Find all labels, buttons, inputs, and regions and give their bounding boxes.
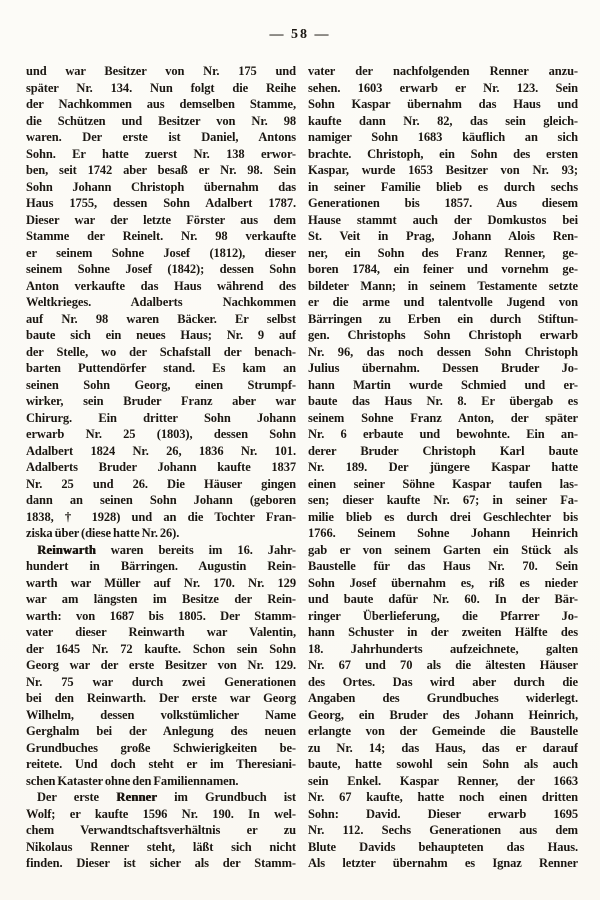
- text-segment: 18. Jahrhunderts aufzeichnete, galten: [308, 641, 578, 656]
- text-segment: Chirurg. Ein dritter Sohn Johann: [26, 410, 296, 425]
- text-segment: barten Puttendörfer stand. Es kam an: [26, 361, 296, 375]
- text-line: [26, 542, 296, 559]
- text-line: [26, 410, 296, 427]
- text-segment: Anton verkaufte das Haus während des: [26, 278, 296, 293]
- text-segment: war am längsten im Besitze der Rein-: [26, 592, 296, 606]
- text-line: [308, 393, 578, 410]
- text-segment: Sohn: David. Dieser erwarb 1695: [308, 806, 578, 821]
- text-segment: bildeter Mann; in seinem Testamente setzte: [308, 278, 578, 293]
- text-segment: er die arme und talentvolle Jugend von: [308, 295, 578, 309]
- text-line: [26, 393, 296, 410]
- text-line: [308, 855, 578, 872]
- text-line: [26, 459, 296, 476]
- text-segment: chem Verwandtschaftsverhältnis er zu: [26, 823, 296, 837]
- text-line: [308, 311, 578, 328]
- text-line: [26, 294, 296, 311]
- text-segment: Dieser war der letzte Förster aus dem: [26, 212, 296, 227]
- text-segment: Nikolaus Renner steht, läßt sich nicht: [26, 839, 296, 854]
- text-segment: Nr. 96, das noch dessen Sohn Christoph: [308, 344, 578, 359]
- text-line: [308, 278, 578, 295]
- text-line: [308, 558, 578, 575]
- text-segment: Angaben des Grundbuches widerlegt.: [308, 691, 578, 705]
- text-line: [26, 657, 296, 674]
- text-segment: der Nachkommen aus demselben Stamme,: [26, 97, 296, 111]
- text-line: [26, 839, 296, 856]
- text-line: [26, 690, 296, 707]
- text-segment: Sohn Johann Christoph übernahm das: [26, 179, 296, 194]
- text-segment: Blute Davids behaupteten das Haus.: [308, 839, 578, 854]
- text-segment: gab er von seinem Garten ein Stück als: [308, 542, 578, 557]
- text-line: [308, 377, 578, 394]
- text-segment: bei den Reinwarth. Der erste war Georg: [26, 691, 296, 705]
- text-line: [26, 575, 296, 592]
- text-segment: Gerghalm bei der Anlegung des neuen: [26, 724, 296, 738]
- text-line: [26, 344, 296, 361]
- text-line: [308, 443, 578, 460]
- text-line: [26, 311, 296, 328]
- text-line: [308, 624, 578, 641]
- text-line: [308, 360, 578, 377]
- text-line: [26, 591, 296, 608]
- text-line: [26, 228, 296, 245]
- text-segment: waren bereits im 16. Jahr-: [95, 542, 296, 557]
- text-line: [26, 476, 296, 493]
- text-segment: erwarb Nr. 25 (1803), dessen Sohn: [26, 427, 296, 441]
- text-line: [26, 509, 296, 526]
- text-line: [308, 806, 578, 823]
- text-line: [308, 327, 578, 344]
- text-line: [308, 228, 578, 245]
- text-segment: hann Martin wurde Schmied und er-: [308, 377, 578, 392]
- text-segment: baute, hatte sowohl sein Sohn als auch: [308, 757, 578, 771]
- text-line: [26, 723, 296, 740]
- text-segment: derer Bruder Christoph Karl baute: [308, 443, 578, 458]
- text-segment: Haus 1755, dessen Sohn Adalbert 1787.: [26, 196, 296, 210]
- text-segment: einen seiner Söhne Kaspar taufen las-: [308, 476, 578, 491]
- text-segment: warth war Müller auf Nr. 170. Nr. 129: [26, 575, 296, 590]
- text-line: [26, 806, 296, 823]
- text-segment: baute das Haus Nr. 8. Er übergab es: [308, 394, 578, 408]
- text-segment: und baute dafür Nr. 60. In der Bär-: [308, 592, 578, 606]
- text-line: [308, 657, 578, 674]
- text-line: [26, 162, 296, 179]
- text-segment: ringer Überlieferung, die Pfarrer Jo-: [308, 608, 578, 623]
- text-segment: Hause stammt auch der Domkustos bei: [308, 212, 578, 227]
- text-line: [26, 261, 296, 278]
- text-line: [308, 822, 578, 839]
- text-segment: Grundbuches große Schwierigkeiten be-: [26, 740, 296, 755]
- text-line: [308, 641, 578, 658]
- text-line: [308, 245, 578, 262]
- text-line: [26, 179, 296, 196]
- text-segment: erlangte von der Gemeinde die Baustelle: [308, 724, 578, 738]
- text-segment: seinen Sohn Georg, einen Strumpf-: [26, 377, 296, 392]
- text-line: [308, 63, 578, 80]
- text-segment: Nr. 112. Sechs Generationen aus dem: [308, 823, 578, 837]
- text-segment: boren 1784, ein feiner und vornehm ge-: [308, 262, 578, 276]
- text-segment: im Grundbuch ist: [156, 790, 296, 804]
- text-segment: reitete. Und doch steht er im Theresiani-: [26, 757, 296, 771]
- text-segment: schen Kataster ohne den Familiennamen.: [26, 773, 239, 788]
- text-line: [26, 773, 296, 790]
- text-segment: vater der nachfolgenden Renner anzu-: [308, 64, 578, 78]
- text-segment: Stamme der Reinelt. Nr. 98 verkaufte: [26, 229, 296, 243]
- text-segment: der 1645 Nr. 72 kaufte. Schon sein Sohn: [26, 641, 296, 656]
- page-number: — 58 —: [269, 27, 331, 42]
- text-line: [308, 96, 578, 113]
- text-segment: Baustelle für das Haus Nr. 70. Sein: [308, 559, 578, 573]
- text-segment: auf Nr. 98 waren Bäcker. Er selbst: [26, 311, 296, 326]
- text-line: [308, 707, 578, 724]
- text-line: [308, 608, 578, 625]
- text-line: [26, 558, 296, 575]
- text-line: [308, 162, 578, 179]
- text-line: [26, 756, 296, 773]
- text-segment: Julius übernahm. Dessen Bruder Jo-: [308, 361, 578, 375]
- text-line: [308, 294, 578, 311]
- text-segment: brachte. Christoph, ein Sohn des ersten: [308, 146, 578, 161]
- text-line: [26, 278, 296, 295]
- left-column: [26, 63, 296, 872]
- text-line: [308, 212, 578, 229]
- text-segment: ner, ein Sohn des Franz Renner, ge-: [308, 245, 578, 260]
- text-segment: seinem Sohne Franz Anton, der später: [308, 410, 578, 425]
- text-line: [26, 707, 296, 724]
- text-line: [308, 179, 578, 196]
- text-segment: zu Nr. 14; das Haus, das er darauf: [308, 740, 578, 755]
- text-line: [26, 146, 296, 163]
- text-segment: St. Veit in Prag, Johann Alois Ren-: [308, 229, 578, 243]
- text-line: [26, 377, 296, 394]
- text-line: [26, 426, 296, 443]
- text-line: [26, 674, 296, 691]
- text-segment: Nr. 75 war durch zwei Generationen: [26, 674, 296, 689]
- text-line: [26, 822, 296, 839]
- text-segment: sehen. 1603 erwarb er Nr. 123. Sein: [308, 80, 578, 95]
- text-line: [26, 245, 296, 262]
- text-line: [308, 195, 578, 212]
- text-segment: Adalberts Bruder Johann kaufte 1837: [26, 460, 296, 474]
- text-segment: die Schützen und Besitzer von Nr. 98: [26, 113, 296, 128]
- text-segment: Nr. 189. Der jüngere Kaspar hatte: [308, 460, 578, 474]
- text-segment: gen. Christophs Sohn Christoph erwarb: [308, 328, 578, 342]
- right-column: [308, 63, 578, 872]
- text-line: [26, 789, 296, 806]
- text-line: [26, 641, 296, 658]
- text-line: [26, 443, 296, 460]
- text-line: [308, 591, 578, 608]
- text-segment: Generationen bis 1857. Aus diesem: [308, 196, 578, 210]
- text-line: [308, 426, 578, 443]
- text-segment: später Nr. 134. Nun folgt die Reihe: [26, 80, 296, 95]
- text-line: [26, 195, 296, 212]
- text-segment: Bärringen zu Erben ein durch Stiftun-: [308, 311, 578, 326]
- text-columns: [26, 63, 578, 872]
- text-segment: dann an seinen Sohn Johann (geboren: [26, 493, 296, 507]
- text-line: [308, 674, 578, 691]
- surname-headword: Renner: [116, 790, 157, 804]
- text-segment: Wilhelm, dessen volkstümlicher Name: [26, 707, 296, 722]
- text-line: [308, 146, 578, 163]
- text-segment: Georg, ein Bruder des Johann Heinrich,: [308, 707, 578, 722]
- text-segment: Nr. 25 und 26. Die Häuser gingen: [26, 476, 296, 491]
- text-line: [26, 360, 296, 377]
- text-line: [26, 129, 296, 146]
- text-line: [26, 63, 296, 80]
- text-line: [308, 129, 578, 146]
- text-line: [26, 608, 296, 625]
- text-line: [308, 575, 578, 592]
- text-line: [26, 113, 296, 130]
- text-segment: Nr. 67 und 70 als die ältesten Häuser: [308, 658, 578, 672]
- text-line: [308, 492, 578, 509]
- text-line: [26, 96, 296, 113]
- text-line: [26, 212, 296, 229]
- text-segment: namiger Sohn 1683 käuflich an sich: [308, 130, 578, 144]
- text-segment: waren. Der erste ist Daniel, Antons: [26, 130, 296, 144]
- text-line: [308, 476, 578, 493]
- text-line: [26, 525, 296, 542]
- text-line: [26, 492, 296, 509]
- text-line: [308, 261, 578, 278]
- text-line: [26, 327, 296, 344]
- text-line: [308, 839, 578, 856]
- text-segment: warth: von 1687 bis 1805. Der Stamm-: [26, 608, 296, 623]
- text-segment: wirker, sein Bruder Franz aber war: [26, 394, 296, 408]
- text-segment: Der erste: [37, 790, 117, 804]
- text-segment: kaufte dann Nr. 82, das sein gleich-: [308, 113, 578, 128]
- text-line: [308, 789, 578, 806]
- surname-headword: Reinwarth: [37, 542, 96, 557]
- text-segment: Sohn Kaspar übernahm das Haus und: [308, 97, 578, 111]
- text-line: [308, 459, 578, 476]
- text-segment: Sohn Josef übernahm es, riß es nieder: [308, 575, 578, 590]
- text-segment: baute sich ein neues Haus; Nr. 9 auf: [26, 328, 296, 342]
- text-segment: Nr. 67 kaufte, hatte noch einen dritten: [308, 790, 578, 804]
- text-line: [26, 855, 296, 872]
- text-line: [308, 509, 578, 526]
- text-line: [308, 723, 578, 740]
- text-segment: seinem Sohne Josef (1842); dessen Sohn: [26, 262, 296, 276]
- text-segment: Nr. 6 erbaute und bewohnte. Ein an-: [308, 427, 578, 441]
- text-segment: finden. Dieser ist sicher als der Stamm-: [26, 856, 296, 870]
- text-segment: Als letzter übernahm es Ignaz Renner: [308, 856, 578, 870]
- text-line: [308, 542, 578, 559]
- text-segment: ben, seit 1742 aber besaß er Nr. 98. Sein: [26, 163, 296, 177]
- text-segment: Sohn. Er hatte zuerst Nr. 138 erwor-: [26, 146, 296, 161]
- text-line: [308, 113, 578, 130]
- text-line: [308, 690, 578, 707]
- text-segment: in seiner Familie blieb es durch sechs: [308, 179, 578, 194]
- text-segment: hundert in Bärringen. Augustin Rein-: [26, 559, 296, 573]
- text-segment: sen; dieser kaufte Nr. 67; in seiner Fa-: [308, 493, 578, 507]
- text-line: [308, 80, 578, 97]
- text-segment: 1766. Seinem Sohne Johann Heinrich: [308, 526, 578, 540]
- text-segment: Adalbert 1824 Nr. 26, 1836 Nr. 101.: [26, 443, 296, 458]
- text-segment: der Stelle, wo der Schafstall der benach-: [26, 344, 296, 359]
- text-line: [26, 740, 296, 757]
- text-line: [308, 410, 578, 427]
- text-segment: des Ortes. Das wird aber durch die: [308, 674, 578, 689]
- text-segment: hann Schuster in der zweiten Hälfte des: [308, 625, 578, 639]
- text-segment: und war Besitzer von Nr. 175 und: [26, 64, 296, 78]
- text-line: [308, 525, 578, 542]
- text-line: [308, 756, 578, 773]
- text-segment: Kaspar, wurde 1653 Besitzer von Nr. 93;: [308, 163, 578, 177]
- text-line: [308, 740, 578, 757]
- text-segment: Georg war der erste Besitzer von Nr. 129.: [26, 658, 296, 672]
- text-line: [26, 624, 296, 641]
- text-line: [308, 773, 578, 790]
- text-line: [308, 344, 578, 361]
- text-segment: 1838, † 1928) und an die Tochter Fran-: [26, 509, 296, 524]
- text-line: [26, 80, 296, 97]
- text-segment: milie blieb es durch drei Geschlechter bis: [308, 509, 578, 524]
- text-segment: sein Enkel. Kaspar Renner, der 1663: [308, 773, 578, 788]
- text-segment: ziska über (diese hatte Nr. 26).: [26, 526, 180, 540]
- text-segment: Wolf; er kaufte 1596 Nr. 190. In wel-: [26, 806, 296, 821]
- text-segment: vater dieser Reinwarth war Valentin,: [26, 625, 296, 639]
- text-segment: er seinem Sohne Josef (1812), dieser: [26, 245, 296, 260]
- text-segment: Weltkrieges. Adalberts Nachkommen: [26, 295, 296, 309]
